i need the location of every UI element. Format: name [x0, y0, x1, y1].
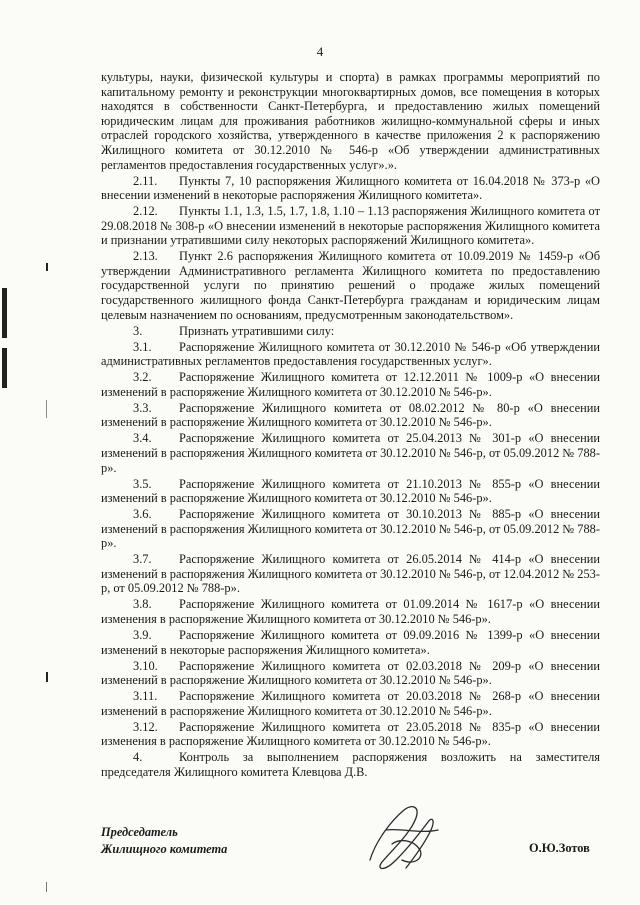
- paragraph-number: 3.6.: [133, 507, 152, 522]
- document-body: [101, 70, 600, 781]
- paragraph-number: 2.13.: [133, 249, 158, 264]
- paragraph-number: 3.3.: [133, 400, 152, 415]
- paragraph-text: Распоряжение Жилищного комитета от 12.12.2011 № 1009-р «О внесении изменений в распоряжение Жилищного комитета от 30.12.2010 № 546-р».: [101, 370, 600, 399]
- paragraph-text: Пункты 7, 10 распоряжения Жилищного комитета от 16.04.2018 № 373-р «О внесении изменений в некоторые распоряжения Жилищного комитета».: [101, 173, 600, 203]
- scan-mark: [2, 348, 7, 388]
- page-number: 4: [316, 44, 324, 59]
- paragraph-text: культуры, науки, физической культуры и спорта) в рамках программы мероприятий по капитальному ремонту и реконструкции многоквартирных домов, все помещения в которых находятся в собственности Санкт-Петербурга, и предоставлению жилых помещений юридическим лицам для проживания работников жилищно-коммунальной сферы и иных отраслей городского хозяйства, утвержденного в качестве приложения 2 к распоряжению Жилищного комитета от 30.12.2010 № 546-р «Об утверждении административных регламентов предоставления государственных услуг».».: [101, 70, 600, 172]
- paragraph-number: 3.7.: [133, 552, 152, 567]
- paragraph-3-12: [101, 720, 600, 749]
- paragraph-text: Пункт 2.6 распоряжения Жилищного комитета от 10.09.2019 № 1459-р «Об утверждении Административного регламента Жилищного комитета по предоставлению государственной услуги по принятию решений о продаже жилых помещений государственного жилищного фонда Санкт-Петербурга гражданам и юридическим лицам целевым назначением по основаниям, предусмотренным законодательством».: [101, 249, 600, 322]
- paragraph-2-13: [101, 249, 600, 322]
- paragraph-number: 3.: [133, 323, 143, 338]
- paragraph-number: 3.12.: [133, 719, 158, 734]
- paragraph-continuation: [101, 70, 600, 172]
- paragraph-number: 3.8.: [133, 597, 152, 612]
- scan-mark: [46, 263, 48, 271]
- paragraph-text: Распоряжение Жилищного комитета от 08.02.2012 № 80-р «О внесении изменений в распоряжение Жилищного комитета от 30.12.2010 № 546-р».: [101, 400, 600, 430]
- paragraph-3-6: [101, 507, 600, 551]
- paragraph-text: Распоряжение Жилищного комитета от 09.09.2016 № 1399-р «О внесении изменений в некоторые распоряжения Жилищного комитета».: [101, 628, 600, 657]
- paragraph-2-11: [101, 174, 600, 203]
- paragraph-text: Распоряжение Жилищного комитета от 02.03.2018 № 209-р «О внесении изменений в распоряжение Жилищного комитета от 30.12.2010 № 546-р».: [101, 658, 600, 688]
- paragraph-text: Распоряжение Жилищного комитета от 30.10.2013 № 885-р «О внесении изменений в распоряжения Жилищного комитета от 30.12.2010 № 546-р, от 05.09.2012 № 788-р».: [101, 507, 600, 551]
- paragraph-text: Признать утратившими силу:: [179, 323, 335, 338]
- paragraph-text: Распоряжение Жилищного комитета от 20.03.2018 № 268-р «О внесении изменений в распоряжение Жилищного комитета от 30.12.2010 № 546-р».: [101, 689, 600, 718]
- paragraph-number: 3.9.: [133, 628, 152, 643]
- paragraph-text: Контроль за выполнением распоряжения возложить на заместителя председателя Жилищного комитета Клевцова Д.В.: [101, 750, 600, 779]
- paragraph-text: Пункты 1.1, 1.3, 1.5, 1.7, 1.8, 1.10 – 1.13 распоряжения Жилищного комитета от 29.08.2018 № 308-р «О внесении изменений в некоторые распоряжения Жилищного комитета и признании утратившими силу некоторых распоряжений Жилищного комитета».: [101, 204, 600, 248]
- paragraph-number: 4.: [133, 750, 143, 765]
- paragraph-3-7: [101, 552, 600, 596]
- paragraph-3-8: [101, 597, 600, 626]
- scan-mark: [46, 882, 47, 892]
- paragraph-2-12: [101, 204, 600, 248]
- paragraph-3-10: [101, 659, 600, 688]
- paragraph-4: [101, 750, 600, 779]
- paragraph-3-1: [101, 340, 600, 369]
- paragraph-3-11: [101, 689, 600, 718]
- paragraph-text: Распоряжение Жилищного комитета от 21.10.2013 № 855-р «О внесении изменений в распоряжение Жилищного комитета от 30.12.2010 № 546-р».: [101, 476, 600, 506]
- scan-mark: [46, 672, 48, 682]
- paragraph-3-2: [101, 370, 600, 399]
- paragraph-number: 2.11.: [133, 173, 158, 188]
- paragraph-number: 3.5.: [133, 476, 152, 491]
- paragraph-3-9: [101, 628, 600, 657]
- paragraph-text: Распоряжение Жилищного комитета от 25.04.2013 № 301-р «О внесении изменений в распоряжения Жилищного комитета от 30.12.2010 № 546-р, от 05.09.2012 № 788-р».: [101, 431, 600, 475]
- scan-mark: [46, 400, 47, 418]
- paragraph-number: 3.10.: [133, 658, 158, 673]
- signatory-name: О.Ю.Зотов: [529, 841, 590, 855]
- signatory-title: [101, 824, 227, 858]
- paragraph-text: Распоряжение Жилищного комитета от 23.05.2018 № 835-р «О внесении изменения в распоряжение Жилищного комитета от 30.12.2010 № 546-р».: [101, 719, 600, 749]
- paragraph-number: 2.12.: [133, 204, 158, 219]
- paragraph-number: 3.2.: [133, 370, 152, 385]
- signatory-title-line-1: Председатель: [101, 825, 178, 839]
- paragraph-text: Распоряжение Жилищного комитета от 01.09.2014 № 1617-р «О внесении изменения в распоряжение Жилищного комитета от 30.12.2010 № 546-р».: [101, 597, 600, 627]
- paragraph-3-3: [101, 401, 600, 430]
- paragraph-3-4: [101, 431, 600, 475]
- scan-mark: [2, 288, 7, 338]
- paragraph-number: 3.1.: [133, 339, 152, 354]
- paragraph-text: Распоряжение Жилищного комитета от 26.05.2014 № 414-р «О внесении изменений в распоряжения Жилищного комитета от 30.12.2010 № 546-р, от 12.04.2012 № 253-р, от 05.09.2012 № 788-р».: [101, 552, 600, 596]
- handwritten-signature: [362, 800, 444, 876]
- paragraph-number: 3.11.: [133, 689, 158, 704]
- paragraph-number: 3.4.: [133, 431, 152, 446]
- paragraph-text: Распоряжение Жилищного комитета от 30.12.2010 № 546-р «Об утверждении административных регламентов предоставления государственных услуг».: [101, 339, 600, 369]
- signatory-title-line-2: Жилищного комитета: [101, 842, 228, 856]
- paragraph-3: [101, 324, 600, 339]
- paragraph-3-5: [101, 477, 600, 506]
